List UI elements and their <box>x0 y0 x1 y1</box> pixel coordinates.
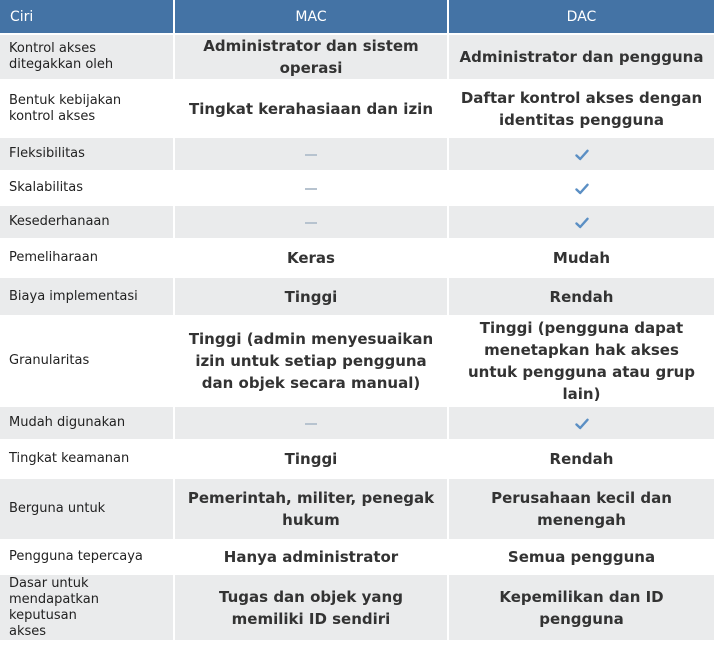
check-icon <box>575 149 589 161</box>
mac-cell <box>174 406 448 440</box>
mac-cell <box>174 171 448 205</box>
header-mac: MAC <box>174 0 448 34</box>
dac-cell: Kepemilikan dan ID pengguna <box>448 574 714 640</box>
table-row <box>0 316 714 406</box>
table-row <box>0 205 714 239</box>
dac-cell <box>448 171 714 205</box>
check-icon <box>575 418 589 430</box>
row-label: Tingkat keamanan <box>0 440 174 478</box>
mac-cell <box>174 137 448 171</box>
dac-cell: Mudah <box>448 239 714 277</box>
header-dac: DAC <box>448 0 714 34</box>
mac-cell: Hanya administrator <box>174 540 448 574</box>
mac-cell: Tinggi <box>174 277 448 316</box>
dac-cell: Semua pengguna <box>448 540 714 574</box>
dac-cell: Perusahaan kecil dan menengah <box>448 478 714 540</box>
dac-cell <box>448 406 714 440</box>
dash-icon <box>305 188 317 190</box>
table-row <box>0 171 714 205</box>
dac-cell: Daftar kontrol akses dengan identitas pengguna <box>448 80 714 137</box>
row-label: Biaya implementasi <box>0 277 174 316</box>
table-row <box>0 406 714 440</box>
header-ciri: Ciri <box>0 0 174 34</box>
dac-cell: Rendah <box>448 440 714 478</box>
row-label: Kesederhanaan <box>0 205 174 239</box>
table-row <box>0 574 714 640</box>
table-row <box>0 478 714 540</box>
mac-cell: Tinggi <box>174 440 448 478</box>
table-row <box>0 80 714 137</box>
dash-icon <box>305 423 317 425</box>
table-row <box>0 440 714 478</box>
row-label: Pemeliharaan <box>0 239 174 277</box>
dac-cell: Tinggi (pengguna dapat menetapkan hak akses untuk pengguna atau grup lain) <box>448 316 714 406</box>
row-label: Granularitas <box>0 316 174 406</box>
row-label: Mudah digunakan <box>0 406 174 440</box>
dac-cell: Rendah <box>448 277 714 316</box>
table-row <box>0 137 714 171</box>
mac-cell: Tinggi (admin menyesuaikan izin untuk setiap pengguna dan objek secara manual) <box>174 316 448 406</box>
table-header-row <box>0 0 714 34</box>
check-icon <box>575 217 589 229</box>
mac-cell: Keras <box>174 239 448 277</box>
mac-cell <box>174 205 448 239</box>
table-row <box>0 239 714 277</box>
mac-cell: Administrator dan sistem operasi <box>174 34 448 80</box>
dac-cell: Administrator dan pengguna <box>448 34 714 80</box>
row-label: Bentuk kebijakan kontrol akses <box>0 80 174 137</box>
row-label: Dasar untuk mendapatkan keputusan akses <box>0 574 174 640</box>
mac-cell: Tingkat kerahasiaan dan izin <box>174 80 448 137</box>
table-row <box>0 277 714 316</box>
row-label: Skalabilitas <box>0 171 174 205</box>
row-label: Kontrol akses ditegakkan oleh <box>0 34 174 80</box>
row-label: Fleksibilitas <box>0 137 174 171</box>
table-row <box>0 540 714 574</box>
dash-icon <box>305 154 317 156</box>
row-label: Berguna untuk <box>0 478 174 540</box>
dash-icon <box>305 222 317 224</box>
table-row <box>0 34 714 80</box>
mac-cell: Pemerintah, militer, penegak hukum <box>174 478 448 540</box>
row-label: Pengguna tepercaya <box>0 540 174 574</box>
dac-cell <box>448 205 714 239</box>
mac-cell: Tugas dan objek yang memiliki ID sendiri <box>174 574 448 640</box>
check-icon <box>575 183 589 195</box>
dac-cell <box>448 137 714 171</box>
